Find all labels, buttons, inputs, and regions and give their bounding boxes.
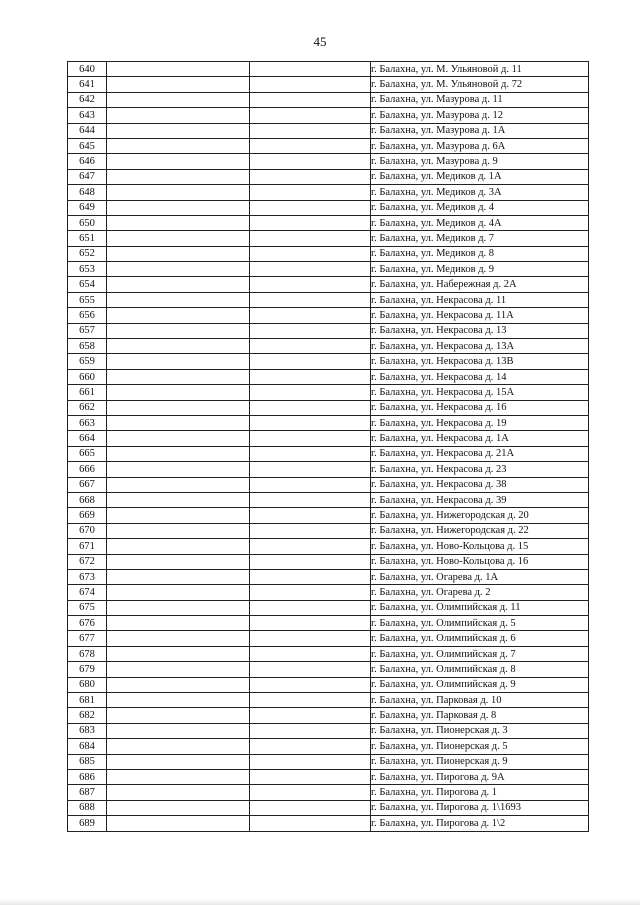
- empty-cell: [250, 123, 371, 138]
- empty-cell: [250, 554, 371, 569]
- empty-cell: [250, 477, 371, 492]
- table-row: [68, 600, 589, 615]
- empty-cell: [107, 477, 250, 492]
- address-cell: г. Балахна, ул. Огарева д. 2: [371, 585, 589, 600]
- row-number-cell: 644: [68, 123, 107, 138]
- empty-cell: [107, 339, 250, 354]
- address-cell: г. Балахна, ул. Мазурова д. 12: [371, 108, 589, 123]
- address-cell: г. Балахна, ул. Некрасова д. 14: [371, 369, 589, 384]
- address-cell: г. Балахна, ул. Ново-Кольцова д. 16: [371, 554, 589, 569]
- table-row: [68, 169, 589, 184]
- empty-cell: [107, 554, 250, 569]
- empty-cell: [250, 77, 371, 92]
- table-row: [68, 185, 589, 200]
- address-cell: г. Балахна, ул. Парковая д. 8: [371, 708, 589, 723]
- address-cell: г. Балахна, ул. Медиков д. 7: [371, 231, 589, 246]
- empty-cell: [250, 600, 371, 615]
- empty-cell: [107, 369, 250, 384]
- row-number-cell: 669: [68, 508, 107, 523]
- table-row: [68, 262, 589, 277]
- empty-cell: [250, 62, 371, 77]
- empty-cell: [107, 262, 250, 277]
- address-cell: г. Балахна, ул. Мазурова д. 11: [371, 92, 589, 107]
- empty-cell: [250, 308, 371, 323]
- empty-cell: [107, 769, 250, 784]
- address-cell: г. Балахна, ул. Некрасова д. 23: [371, 462, 589, 477]
- empty-cell: [107, 462, 250, 477]
- table-row: [68, 616, 589, 631]
- row-number-cell: 662: [68, 400, 107, 415]
- table-row: [68, 677, 589, 692]
- empty-cell: [107, 708, 250, 723]
- empty-cell: [250, 708, 371, 723]
- address-cell: г. Балахна, ул. Пионерская д. 5: [371, 739, 589, 754]
- empty-cell: [250, 354, 371, 369]
- empty-cell: [250, 385, 371, 400]
- table-row: [68, 462, 589, 477]
- empty-cell: [107, 600, 250, 615]
- empty-cell: [250, 523, 371, 538]
- empty-cell: [250, 785, 371, 800]
- address-table: [67, 61, 589, 832]
- table-row: [68, 277, 589, 292]
- empty-cell: [107, 539, 250, 554]
- empty-cell: [107, 616, 250, 631]
- address-cell: г. Балахна, ул. Некрасова д. 21А: [371, 446, 589, 461]
- empty-cell: [250, 569, 371, 584]
- table-row: [68, 446, 589, 461]
- table-row: [68, 431, 589, 446]
- empty-cell: [107, 523, 250, 538]
- empty-cell: [107, 123, 250, 138]
- empty-cell: [250, 446, 371, 461]
- row-number-cell: 675: [68, 600, 107, 615]
- row-number-cell: 681: [68, 693, 107, 708]
- row-number-cell: 689: [68, 816, 107, 831]
- empty-cell: [107, 277, 250, 292]
- address-cell: г. Балахна, ул. Нижегородская д. 20: [371, 508, 589, 523]
- address-cell: г. Балахна, ул. Ново-Кольцова д. 15: [371, 539, 589, 554]
- empty-cell: [107, 585, 250, 600]
- table-row: [68, 154, 589, 169]
- empty-cell: [250, 369, 371, 384]
- address-cell: г. Балахна, ул. М. Ульяновой д. 72: [371, 77, 589, 92]
- address-cell: г. Балахна, ул. М. Ульяновой д. 11: [371, 62, 589, 77]
- row-number-cell: 660: [68, 369, 107, 384]
- empty-cell: [107, 62, 250, 77]
- table-row: [68, 508, 589, 523]
- row-number-cell: 687: [68, 785, 107, 800]
- table-row: [68, 108, 589, 123]
- table-row: [68, 200, 589, 215]
- address-cell: г. Балахна, ул. Олимпийская д. 6: [371, 631, 589, 646]
- row-number-cell: 665: [68, 446, 107, 461]
- row-number-cell: 659: [68, 354, 107, 369]
- empty-cell: [107, 354, 250, 369]
- address-cell: г. Балахна, ул. Олимпийская д. 11: [371, 600, 589, 615]
- table-row: [68, 400, 589, 415]
- empty-cell: [250, 539, 371, 554]
- row-number-cell: 642: [68, 92, 107, 107]
- empty-cell: [250, 431, 371, 446]
- table-row: [68, 77, 589, 92]
- empty-cell: [250, 754, 371, 769]
- empty-cell: [250, 292, 371, 307]
- row-number-cell: 683: [68, 723, 107, 738]
- row-number-cell: 651: [68, 231, 107, 246]
- empty-cell: [250, 816, 371, 831]
- row-number-cell: 672: [68, 554, 107, 569]
- row-number-cell: 670: [68, 523, 107, 538]
- row-number-cell: 652: [68, 246, 107, 261]
- row-number-cell: 641: [68, 77, 107, 92]
- empty-cell: [107, 108, 250, 123]
- empty-cell: [250, 400, 371, 415]
- empty-cell: [250, 92, 371, 107]
- empty-cell: [250, 508, 371, 523]
- empty-cell: [107, 246, 250, 261]
- empty-cell: [250, 415, 371, 430]
- table-row: [68, 739, 589, 754]
- table-row: [68, 415, 589, 430]
- row-number-cell: 676: [68, 616, 107, 631]
- table-row: [68, 369, 589, 384]
- empty-cell: [250, 108, 371, 123]
- row-number-cell: 648: [68, 185, 107, 200]
- row-number-cell: 656: [68, 308, 107, 323]
- empty-cell: [107, 631, 250, 646]
- empty-cell: [107, 693, 250, 708]
- empty-cell: [107, 723, 250, 738]
- empty-cell: [107, 185, 250, 200]
- address-cell: г. Балахна, ул. Пирогова д. 1: [371, 785, 589, 800]
- empty-cell: [107, 154, 250, 169]
- table-row: [68, 492, 589, 507]
- empty-cell: [250, 677, 371, 692]
- row-number-cell: 682: [68, 708, 107, 723]
- row-number-cell: 645: [68, 138, 107, 153]
- row-number-cell: 686: [68, 769, 107, 784]
- empty-cell: [107, 662, 250, 677]
- address-cell: г. Балахна, ул. Олимпийская д. 8: [371, 662, 589, 677]
- table-row: [68, 631, 589, 646]
- address-cell: г. Балахна, ул. Огарева д. 1А: [371, 569, 589, 584]
- empty-cell: [107, 677, 250, 692]
- row-number-cell: 647: [68, 169, 107, 184]
- address-cell: г. Балахна, ул. Некрасова д. 1А: [371, 431, 589, 446]
- address-table-body: [68, 62, 589, 832]
- address-cell: г. Балахна, ул. Пирогова д. 1\1693: [371, 800, 589, 815]
- row-number-cell: 688: [68, 800, 107, 815]
- address-cell: г. Балахна, ул. Парковая д. 10: [371, 693, 589, 708]
- address-cell: г. Балахна, ул. Некрасова д. 13: [371, 323, 589, 338]
- address-cell: г. Балахна, ул. Мазурова д. 1А: [371, 123, 589, 138]
- empty-cell: [250, 277, 371, 292]
- address-cell: г. Балахна, ул. Некрасова д. 39: [371, 492, 589, 507]
- empty-cell: [107, 508, 250, 523]
- empty-cell: [107, 816, 250, 831]
- empty-cell: [250, 693, 371, 708]
- address-cell: г. Балахна, ул. Медиков д. 1А: [371, 169, 589, 184]
- row-number-cell: 663: [68, 415, 107, 430]
- row-number-cell: 680: [68, 677, 107, 692]
- empty-cell: [250, 631, 371, 646]
- empty-cell: [107, 431, 250, 446]
- empty-cell: [250, 169, 371, 184]
- table-row: [68, 769, 589, 784]
- table-row: [68, 585, 589, 600]
- table-row: [68, 215, 589, 230]
- empty-cell: [250, 185, 371, 200]
- address-cell: г. Балахна, ул. Некрасова д. 38: [371, 477, 589, 492]
- empty-cell: [250, 154, 371, 169]
- empty-cell: [250, 200, 371, 215]
- row-number-cell: 674: [68, 585, 107, 600]
- row-number-cell: 677: [68, 631, 107, 646]
- row-number-cell: 666: [68, 462, 107, 477]
- empty-cell: [107, 292, 250, 307]
- table-row: [68, 646, 589, 661]
- address-cell: г. Балахна, ул. Пионерская д. 3: [371, 723, 589, 738]
- address-cell: г. Балахна, ул. Олимпийская д. 9: [371, 677, 589, 692]
- row-number-cell: 679: [68, 662, 107, 677]
- address-cell: г. Балахна, ул. Некрасова д. 11А: [371, 308, 589, 323]
- address-cell: г. Балахна, ул. Пирогова д. 1\2: [371, 816, 589, 831]
- address-cell: г. Балахна, ул. Медиков д. 9: [371, 262, 589, 277]
- row-number-cell: 655: [68, 292, 107, 307]
- table-row: [68, 785, 589, 800]
- empty-cell: [250, 800, 371, 815]
- table-row: [68, 723, 589, 738]
- empty-cell: [107, 200, 250, 215]
- empty-cell: [107, 92, 250, 107]
- empty-cell: [250, 662, 371, 677]
- table-row: [68, 554, 589, 569]
- address-cell: г. Балахна, ул. Некрасова д. 19: [371, 415, 589, 430]
- address-cell: г. Балахна, ул. Медиков д. 4: [371, 200, 589, 215]
- empty-cell: [107, 646, 250, 661]
- address-cell: г. Балахна, ул. Некрасова д. 15А: [371, 385, 589, 400]
- row-number-cell: 657: [68, 323, 107, 338]
- empty-cell: [250, 616, 371, 631]
- address-cell: г. Балахна, ул. Набережная д. 2А: [371, 277, 589, 292]
- table-row: [68, 693, 589, 708]
- table-row: [68, 477, 589, 492]
- row-number-cell: 643: [68, 108, 107, 123]
- row-number-cell: 661: [68, 385, 107, 400]
- scan-bottom-edge: [0, 899, 640, 905]
- empty-cell: [107, 785, 250, 800]
- table-row: [68, 292, 589, 307]
- empty-cell: [250, 138, 371, 153]
- row-number-cell: 640: [68, 62, 107, 77]
- table-row: [68, 339, 589, 354]
- table-row: [68, 123, 589, 138]
- row-number-cell: 658: [68, 339, 107, 354]
- table-row: [68, 138, 589, 153]
- empty-cell: [107, 308, 250, 323]
- table-row: [68, 800, 589, 815]
- page-number: 45: [313, 34, 327, 49]
- address-cell: г. Балахна, ул. Пионерская д. 9: [371, 754, 589, 769]
- table-row: [68, 231, 589, 246]
- address-cell: г. Балахна, ул. Пирогова д. 9А: [371, 769, 589, 784]
- table-row: [68, 62, 589, 77]
- address-cell: г. Балахна, ул. Мазурова д. 6А: [371, 138, 589, 153]
- empty-cell: [250, 339, 371, 354]
- row-number-cell: 646: [68, 154, 107, 169]
- table-row: [68, 662, 589, 677]
- empty-cell: [107, 415, 250, 430]
- table-row: [68, 323, 589, 338]
- address-cell: г. Балахна, ул. Олимпийская д. 5: [371, 616, 589, 631]
- row-number-cell: 649: [68, 200, 107, 215]
- empty-cell: [107, 754, 250, 769]
- empty-cell: [107, 231, 250, 246]
- row-number-cell: 678: [68, 646, 107, 661]
- row-number-cell: 673: [68, 569, 107, 584]
- row-number-cell: 664: [68, 431, 107, 446]
- empty-cell: [250, 246, 371, 261]
- empty-cell: [107, 169, 250, 184]
- row-number-cell: 654: [68, 277, 107, 292]
- address-cell: г. Балахна, ул. Олимпийская д. 7: [371, 646, 589, 661]
- empty-cell: [250, 646, 371, 661]
- address-cell: г. Балахна, ул. Медиков д. 3А: [371, 185, 589, 200]
- empty-cell: [107, 492, 250, 507]
- address-cell: г. Балахна, ул. Некрасова д. 11: [371, 292, 589, 307]
- address-cell: г. Балахна, ул. Нижегородская д. 22: [371, 523, 589, 538]
- empty-cell: [250, 769, 371, 784]
- empty-cell: [107, 77, 250, 92]
- address-cell: г. Балахна, ул. Некрасова д. 16: [371, 400, 589, 415]
- address-cell: г. Балахна, ул. Некрасова д. 13В: [371, 354, 589, 369]
- table-row: [68, 523, 589, 538]
- table-row: [68, 754, 589, 769]
- empty-cell: [107, 323, 250, 338]
- table-row: [68, 92, 589, 107]
- empty-cell: [250, 262, 371, 277]
- row-number-cell: 685: [68, 754, 107, 769]
- row-number-cell: 667: [68, 477, 107, 492]
- empty-cell: [250, 323, 371, 338]
- address-cell: г. Балахна, ул. Некрасова д. 13А: [371, 339, 589, 354]
- table-row: [68, 354, 589, 369]
- address-cell: г. Балахна, ул. Медиков д. 4А: [371, 215, 589, 230]
- empty-cell: [107, 385, 250, 400]
- row-number-cell: 671: [68, 539, 107, 554]
- empty-cell: [250, 215, 371, 230]
- empty-cell: [107, 446, 250, 461]
- table-row: [68, 539, 589, 554]
- row-number-cell: 653: [68, 262, 107, 277]
- empty-cell: [250, 585, 371, 600]
- empty-cell: [107, 138, 250, 153]
- empty-cell: [250, 492, 371, 507]
- empty-cell: [107, 569, 250, 584]
- empty-cell: [250, 462, 371, 477]
- row-number-cell: 668: [68, 492, 107, 507]
- table-row: [68, 569, 589, 584]
- row-number-cell: 650: [68, 215, 107, 230]
- empty-cell: [250, 231, 371, 246]
- empty-cell: [250, 723, 371, 738]
- table-row: [68, 308, 589, 323]
- table-row: [68, 246, 589, 261]
- table-row: [68, 385, 589, 400]
- empty-cell: [107, 400, 250, 415]
- empty-cell: [107, 800, 250, 815]
- empty-cell: [250, 739, 371, 754]
- empty-cell: [107, 215, 250, 230]
- address-cell: г. Балахна, ул. Мазурова д. 9: [371, 154, 589, 169]
- table-row: [68, 708, 589, 723]
- empty-cell: [107, 739, 250, 754]
- row-number-cell: 684: [68, 739, 107, 754]
- address-cell: г. Балахна, ул. Медиков д. 8: [371, 246, 589, 261]
- table-row: [68, 816, 589, 831]
